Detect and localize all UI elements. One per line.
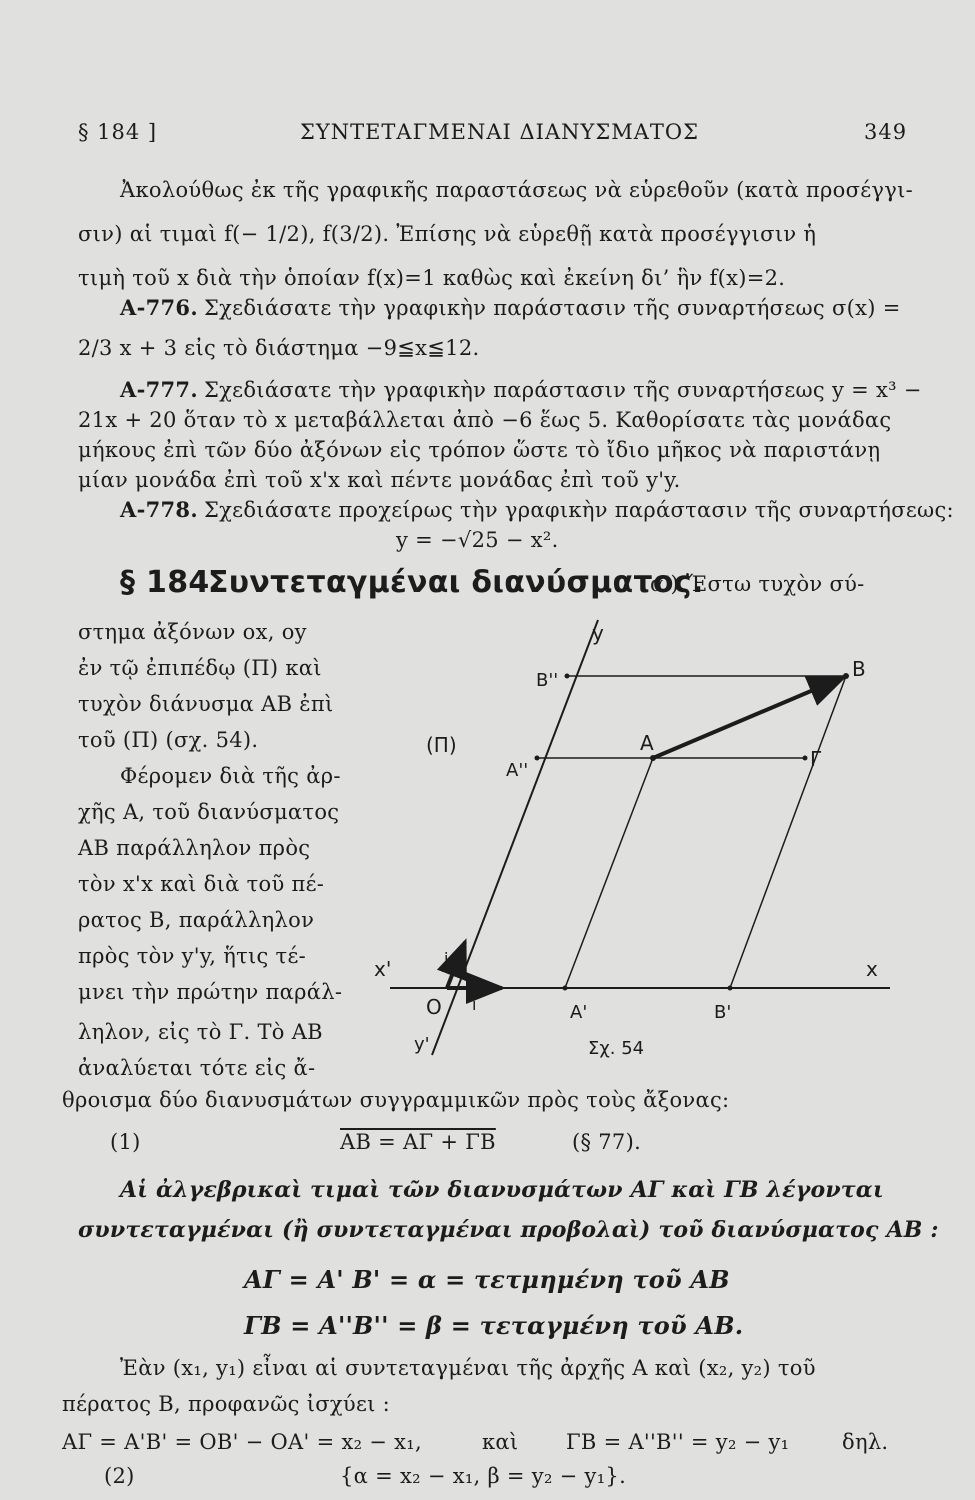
relation-right: ΓB = A''B'' = y₂ − y₁ xyxy=(566,1430,790,1454)
label-A: A xyxy=(640,731,654,755)
label-B-prime: B' xyxy=(714,1002,732,1023)
relation-ie: δηλ. xyxy=(842,1430,889,1454)
exercise-778-text: Σχεδιάσατε προχείρως τὴν γραφικὴν παράστασιν τῆς συναρτήσεως: xyxy=(204,498,954,522)
section-start: α') Ἔστω τυχὸν σύ- xyxy=(650,572,865,596)
figure-caption: Σχ. 54 xyxy=(588,1038,645,1059)
section-number: § 184. xyxy=(120,565,222,600)
label-j: j xyxy=(444,949,449,968)
exercise-776-cont: 2/3 x + 3 εἰς τὸ διάστημα −9≦x≦12. xyxy=(78,336,480,360)
body-continuation: θροισμα δύο διανυσμάτων συγγραμμικῶν πρὸς τοὺς ἄξονας: xyxy=(62,1088,730,1112)
definition-line-2: συντεταγμέναι (ἢ συντεταγμέναι προβολαὶ) τοῦ διανύσματος AB : xyxy=(78,1217,939,1243)
eq2: {α = x₂ − x₁, β = y₂ − y₁}. xyxy=(340,1464,627,1488)
point-Gamma xyxy=(803,756,808,761)
point-A-dbl xyxy=(535,756,540,761)
column-line-13: ἀναλύεται τότε εἰς ἄ- xyxy=(78,1056,316,1080)
eq1: AB = AΓ + ΓB xyxy=(340,1130,496,1154)
point-B-prime xyxy=(728,986,733,991)
label-B: B xyxy=(852,657,866,681)
vector-AB xyxy=(653,677,844,758)
eq2-number: (2) xyxy=(104,1464,135,1488)
label-A-prime: A' xyxy=(570,1002,588,1023)
label-plane: (Π) xyxy=(426,733,457,757)
exercise-778-label: A-778. xyxy=(120,497,198,522)
point-A xyxy=(650,755,656,761)
column-line-7: AB παράλληλον πρὸς xyxy=(78,836,311,860)
section-title: Συντεταγμέναι διανύσματος. xyxy=(208,565,704,600)
point-B-dbl xyxy=(565,674,570,679)
label-A-dbl: A'' xyxy=(506,760,529,781)
exercise-778-formula: y = −√25 − x². xyxy=(396,528,559,552)
point-A-prime xyxy=(563,986,568,991)
formula-alpha: AΓ = A' B' = α = τετμημένη τοῦ AB xyxy=(244,1265,730,1294)
label-y-prime: y' xyxy=(414,1034,430,1055)
label-B-dbl: B'' xyxy=(536,670,559,691)
column-line-3: τυχὸν διάνυσμα AB ἐπὶ xyxy=(78,692,334,716)
relation-left: AΓ = A'B' = OB' − OA' = x₂ − x₁, xyxy=(62,1430,422,1454)
paragraph-line-1: Ἐὰν (x₁, y₁) εἶναι αἱ συντεταγμέναι τῆς ἀρχῆς A καὶ (x₂, y₂) τοῦ xyxy=(120,1356,816,1380)
exercise-777-line-4: μίαν μονάδα ἐπὶ τοῦ x'x καὶ πέντε μονάδας ἐπὶ τοῦ y'y. xyxy=(78,468,681,492)
exercise-776-text: Σχεδιάσατε τὴν γραφικὴν παράστασιν τῆς συναρτήσεως σ(x) = xyxy=(204,296,901,320)
paragraph-line-2: πέρατος B, προφανῶς ἰσχύει : xyxy=(62,1392,391,1416)
column-line-6: χῆς A, τοῦ διανύσματος xyxy=(78,800,340,824)
label-origin: O xyxy=(426,995,442,1019)
definition-line-1: Αἱ ἀλγεβρικαὶ τιμαὶ τῶν διανυσμάτων AΓ καὶ ΓB λέγονται xyxy=(120,1177,884,1203)
line-B-Bprime xyxy=(730,676,846,988)
column-line-4: τοῦ (Π) (σχ. 54). xyxy=(78,728,259,752)
exercise-777-line-2: 21x + 20 ὅταν τὸ x μεταβάλλεται ἀπὸ −6 ἕως 5. Καθορίσατε τὰς μονάδας xyxy=(78,408,892,432)
point-B xyxy=(843,673,849,679)
column-line-12: ληλον, εἰς τὸ Γ. Τὸ AB xyxy=(78,1020,323,1044)
exercise-777-label: A-777. xyxy=(120,377,198,402)
label-y: y xyxy=(592,621,604,645)
column-line-1: στημα ἀξόνων ox, oy xyxy=(78,620,307,644)
eq1-ref: (§ 77). xyxy=(572,1130,642,1154)
exercise-777-line-3: μήκους ἐπὶ τῶν δύο ἀξόνων εἰς τρόπον ὥστε τὸ ἴδιο μῆκος νὰ παριστάνῃ xyxy=(78,438,881,462)
eq1-number: (1) xyxy=(110,1130,141,1154)
column-line-9: ρατος B, παράλληλον xyxy=(78,908,315,932)
intro-line-3: τιμὴ τοῦ x διὰ τὴν ὁποίαν f(x)=1 καθὼς καὶ ἐκείνη δι’ ἣν f(x)=2. xyxy=(78,266,786,290)
intro-line-1: Ἀκολούθως ἐκ τῆς γραφικῆς παραστάσεως νὰ εὑρεθοῦν (κατὰ προσέγγι- xyxy=(120,178,914,202)
label-x-prime: x' xyxy=(374,957,392,981)
column-line-2: ἐν τῷ ἐπιπέδῳ (Π) καὶ xyxy=(78,656,322,680)
label-x: x xyxy=(866,957,878,981)
label-Gamma: Γ xyxy=(810,747,822,771)
page-number: 349 xyxy=(864,120,908,144)
line-A-Aprime xyxy=(565,758,653,988)
column-line-10: πρὸς τὸν y'y, ἥτις τέ- xyxy=(78,944,307,968)
relation-and: καὶ xyxy=(482,1430,519,1454)
header-section-ref: § 184 ] xyxy=(78,120,158,144)
exercise-777-text: Σχεδιάσατε τὴν γραφικὴν παράστασιν τῆς συναρτήσεως y = x³ − xyxy=(204,378,922,402)
intro-line-2: σιν) αἱ τιμαὶ f(− 1/2), f(3/2). Ἐπίσης νὰ εὑρεθῇ κατὰ προσέγγισιν ἡ xyxy=(78,222,817,246)
running-title: ΣΥΝΤΕΤΑΓΜΕΝΑΙ ΔΙΑΝΥΣΜΑΤΟΣ xyxy=(300,120,699,144)
figure-54 xyxy=(360,610,920,1070)
formula-beta: ΓB = A''B'' = β = τεταγμένη τοῦ AB. xyxy=(244,1311,744,1340)
unit-vector-j xyxy=(447,942,465,988)
column-line-5: Φέρομεν διὰ τῆς ἀρ- xyxy=(120,764,341,788)
column-line-8: τὸν x'x καὶ διὰ τοῦ πέ- xyxy=(78,872,325,896)
exercise-776-label: A-776. xyxy=(120,295,198,320)
column-line-11: μνει τὴν πρώτην παράλ- xyxy=(78,980,343,1004)
label-i: i xyxy=(472,995,477,1014)
